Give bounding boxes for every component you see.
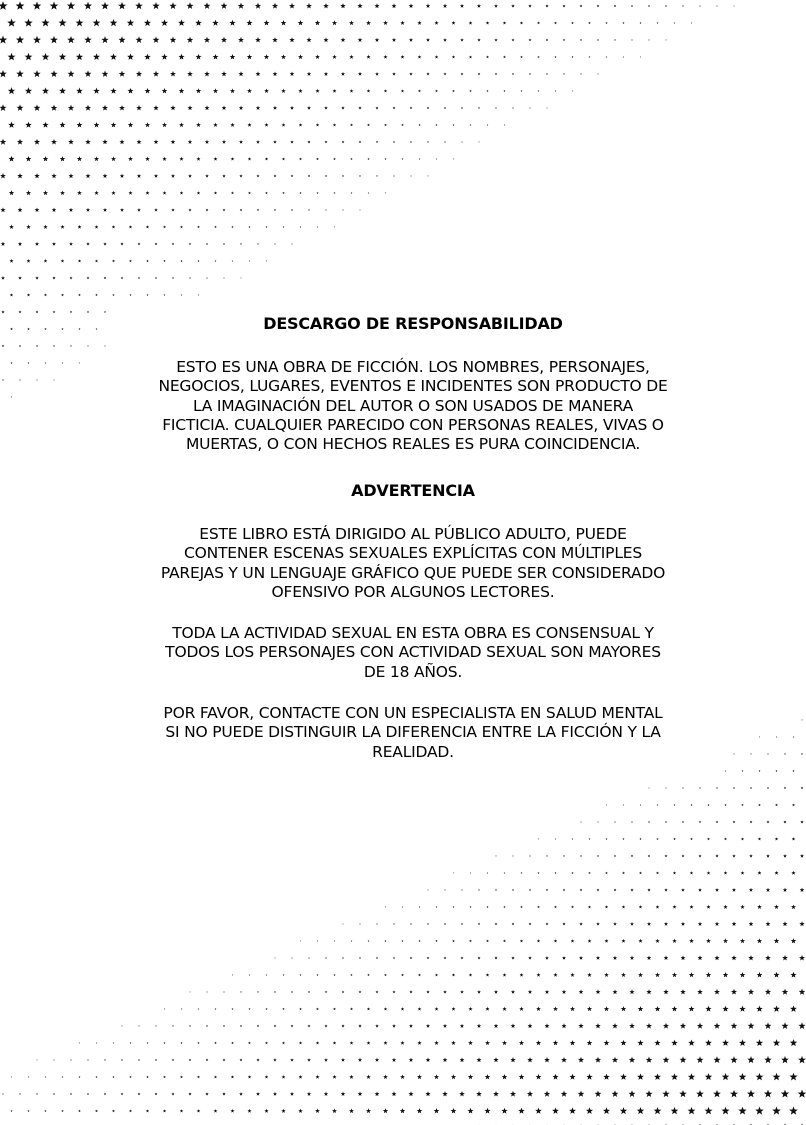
warning-heading: ADVERTENCIA	[351, 481, 475, 500]
warning-paragraph-mental-health: POR FAVOR, CONTACTE CON UN ESPECIALISTA EN SALUD MENTAL SI NO PUEDE DISTINGUIR LA DIFERENCIA ENTRE LA FICCIÓN Y LA REALIDAD.	[163, 704, 663, 761]
disclaimer-heading: DESCARGO DE RESPONSABILIDAD	[263, 314, 563, 333]
disclaimer-paragraph: ESTO ES UNA OBRA DE FICCIÓN. LOS NOMBRES, PERSONAJES, NEGOCIOS, LUGARES, EVENTOS E INCIDENTES SON PRODUCTO DE LA IMAGINACIÓN DEL AUTOR O SON USADOS DE MANERA FICTICIA. CUALQUIER PARECIDO CON PERSONAS REALES, VIVAS O MUERTAS, O CON HECHOS REALES ES PURA COINCIDENCIA.	[158, 358, 668, 454]
warning-paragraph-adult: ESTE LIBRO ESTÁ DIRIGIDO AL PÚBLICO ADULTO, PUEDE CONTENER ESCENAS SEXUALES EXPLÍCITAS CON MÚLTIPLES PAREJAS Y UN LENGUAJE GRÁFICO QUE PUEDE SER CONSIDERADO OFENSIVO POR ALGUNOS LECTORES.	[160, 525, 666, 601]
warning-paragraph-consent: TODA LA ACTIVIDAD SEXUAL EN ESTA OBRA ES CONSENSUAL Y TODOS LOS PERSONAJES CON ACTIVIDAD SEXUAL SON MAYORES DE 18 AÑOS.	[165, 624, 661, 681]
